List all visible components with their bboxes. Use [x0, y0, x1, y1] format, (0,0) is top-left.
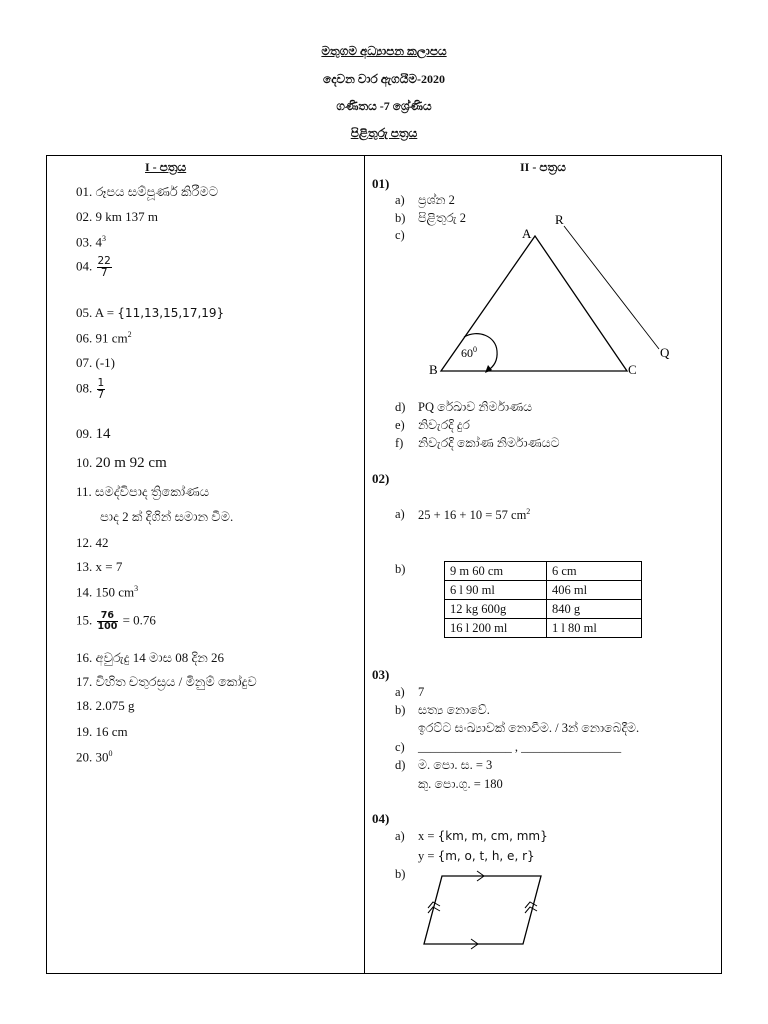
- paper2-heading: II - පත්‍රය: [520, 160, 566, 174]
- q1-b-text: පිළිතුරු 2: [418, 211, 466, 225]
- answer-02: 02. 9 km 137 m: [76, 209, 158, 224]
- q1-a-text: ප්‍රශ්න 2: [418, 193, 455, 207]
- answer-08-denominator: 7: [97, 389, 105, 402]
- q4-a-label: a): [395, 829, 405, 843]
- q1-b-label: b): [395, 211, 406, 225]
- table-cell: 6 cm: [547, 562, 642, 581]
- vertex-c-label: C: [628, 362, 637, 377]
- q1-f-text: නිවැරදි කෝණ නිර්මාණයට: [418, 436, 560, 450]
- answer-15-prefix: 15.: [76, 612, 93, 628]
- q3-d-text2: කු. පො.ගු. = 180: [418, 777, 503, 791]
- q1-e-label: e): [395, 418, 405, 432]
- q1-a-label: a): [395, 193, 405, 207]
- answer-14-text: 14. 150 cm: [76, 584, 135, 600]
- answer-18: 18. 2.075 g: [76, 698, 135, 713]
- answer-11-line1: 11. සමද්විපාද ත්‍රිකෝණය: [76, 484, 210, 499]
- header-answer-sheet: පිළිතුරු පත්‍රය: [350, 126, 418, 140]
- answer-15-numerator: 76: [97, 611, 119, 622]
- header-subject: ගණිතය -7 ශ්‍රේණිය: [336, 99, 432, 113]
- q4-number: 04): [372, 811, 390, 826]
- table-cell: 16 l 200 ml: [445, 619, 547, 638]
- answer-04-prefix: 04.: [76, 258, 93, 274]
- set-x-prefix: x =: [418, 829, 438, 843]
- set-y-prefix: y =: [418, 849, 438, 863]
- vertex-b-label: B: [429, 362, 438, 377]
- q2-number: 02): [372, 471, 390, 486]
- table-cell: 840 g: [547, 600, 642, 619]
- q3-c-label: c): [395, 740, 405, 754]
- q3-a-label: a): [395, 685, 405, 699]
- answer-20-exponent: 0: [108, 749, 113, 758]
- q3-number: 03): [372, 667, 390, 682]
- answer-07: 07. (-1): [76, 355, 115, 370]
- answer-08-numerator: 1: [97, 377, 105, 389]
- answer-11-line2: පාද 2 ක් දිගින් සමාන වීම.: [100, 509, 234, 524]
- q3-d-label: d): [395, 758, 406, 772]
- answer-10-value: 20 m 92 cm: [95, 455, 167, 471]
- answer-09-value: 14: [95, 426, 111, 442]
- q2-a-expression: 25 + 16 + 10 = 57 cm: [418, 508, 527, 523]
- q3-a-text: 7: [418, 685, 425, 699]
- q3-b-text1: සත්‍ය නොවේ.: [418, 703, 490, 717]
- answer-06-exponent: 2: [127, 330, 132, 339]
- parallelogram: [424, 876, 541, 944]
- q1-number: 01): [372, 176, 390, 191]
- answer-06-text: 06. 91 cm: [76, 330, 128, 346]
- answer-04-numerator: 22: [97, 255, 111, 267]
- q1-f-label: f): [395, 436, 404, 450]
- q3-c-blanks: _______________ , ________________: [418, 740, 622, 754]
- q4-b-label: b): [395, 867, 406, 881]
- answer-05-prefix: 05. A =: [76, 305, 118, 320]
- answer-15-denominator: 100: [97, 620, 118, 632]
- answer-20-text: 20. 30: [76, 749, 109, 765]
- answer-04-denominator: 7: [100, 267, 108, 280]
- paper1-heading: I - පත්‍රය: [145, 160, 187, 174]
- answer-12: 12. 42: [76, 535, 109, 550]
- q1-d-label: d): [395, 400, 406, 414]
- parallel-arrow-left: [428, 902, 440, 913]
- answer-09-prefix: 09.: [76, 426, 93, 441]
- q1-e-text: නිවැරදි දුර: [418, 418, 470, 432]
- table-cell: 9 m 60 cm: [445, 562, 547, 581]
- q2-b-label: b): [395, 562, 406, 576]
- point-r-label: R: [555, 212, 564, 227]
- answer-08-prefix: 08.: [76, 380, 93, 396]
- answer-16: 16. අවුරුදු 14 මාස 08 දින 26: [76, 650, 225, 665]
- answer-01: 01. රූපය සම්පූර්ණ කිරීමට: [76, 184, 219, 199]
- answer-19: 19. 16 cm: [76, 724, 128, 739]
- header-term: දෙවන වාර ඇගයීම-2020: [323, 72, 445, 86]
- answer-15-equals: = 0.76: [122, 612, 156, 628]
- answer-03-exponent: 3: [102, 234, 106, 243]
- answer-03-base: 03. 4: [76, 234, 102, 250]
- angle-degree: 0: [473, 345, 477, 354]
- angle-value: 60: [461, 346, 473, 360]
- q3-d-text1: ම. පො. ස. = 3: [418, 758, 493, 772]
- q1-d-text: PQ රේඛාව නිර්මාණය: [418, 400, 533, 414]
- answer-13: 13. x = 7: [76, 559, 123, 574]
- q3-b-text2: ඉරට්ට සංඛ්‍යාවක් නොවීම. / 3න් නොබෙදීම.: [418, 721, 640, 735]
- table-cell: 6 l 90 ml: [445, 581, 547, 600]
- q1-c-label: c): [395, 228, 405, 242]
- table-cell: 1 l 80 ml: [547, 619, 642, 638]
- table-cell: 12 kg 600g: [445, 600, 547, 619]
- point-q-label: Q: [660, 345, 670, 360]
- table-cell: 406 ml: [547, 581, 642, 600]
- set-y-elements: {m, o, t, h, e, r}: [437, 849, 535, 863]
- answer-10-prefix: 10.: [76, 455, 93, 470]
- answer-14-exponent: 3: [134, 584, 139, 593]
- answer-05-set: {11,13,15,17,19}: [117, 306, 225, 320]
- answer-17: 17. විහිත චතුරස්‍රය / මිනුම් කෝදුව: [76, 674, 257, 689]
- q2-a-label: a): [395, 507, 405, 521]
- set-x-elements: {km, m, cm, mm}: [437, 829, 548, 843]
- header-title: මතුගම අධ්‍යාපන කලාපය: [321, 44, 447, 58]
- q3-b-label: b): [395, 703, 406, 717]
- vertex-a-label: A: [522, 226, 532, 241]
- q2-a-exponent: 2: [526, 507, 531, 516]
